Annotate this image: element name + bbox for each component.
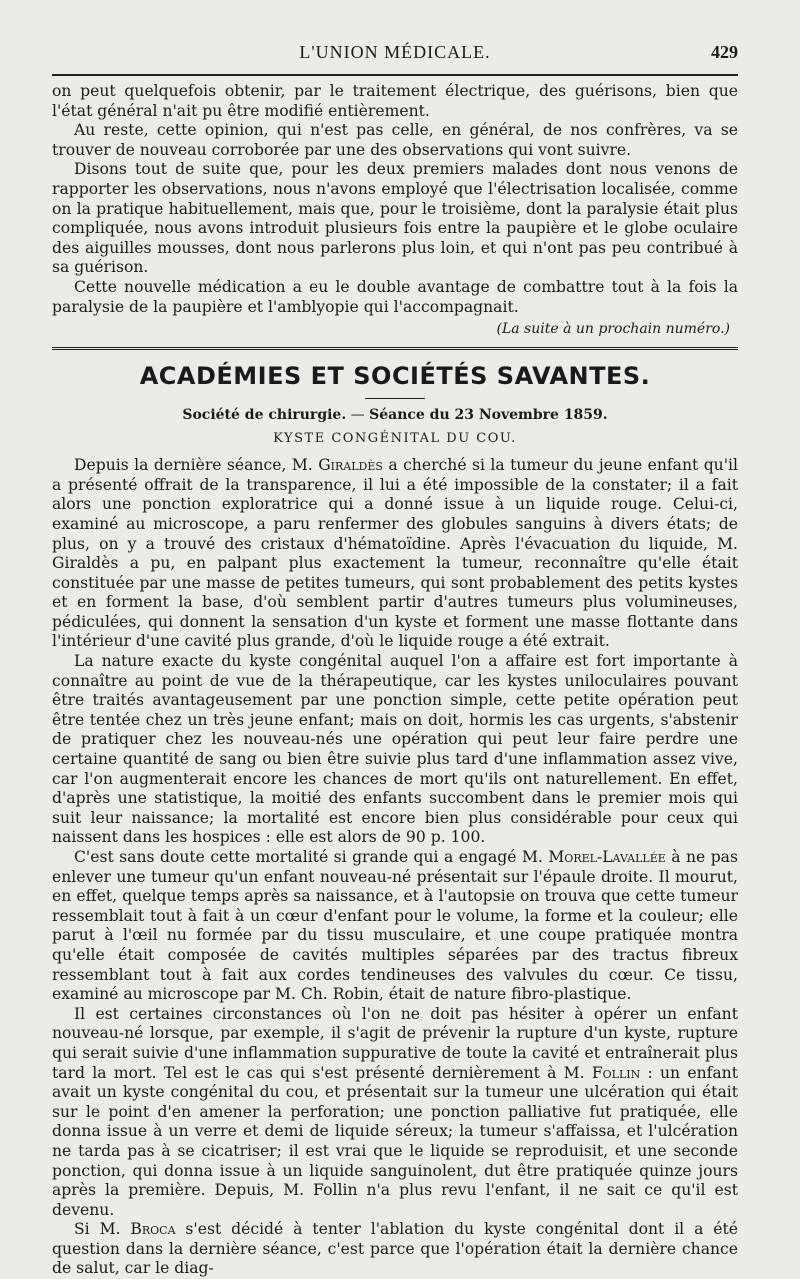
section-title: ACADÉMIES ET SOCIÉTÉS SAVANTES. (139, 362, 651, 391)
intro-paragraph: Disons tout de suite que, pour les deux premiers malades dont nous venons de rapporter les observations, nous n'avons employé que l'électrisation localisée, comme on la pratique habituellement, mais que, pour le troisième, dont la paralysie était plus compliquée, nous avons introduit plusieurs fois entre la paupière et le globe oculaire des aiguilles mousses, dont nous parlerons plus loin, et qui n'ont pas peu contribué à sa guérison. (52, 160, 738, 277)
article-paragraph: C'est sans doute cette mortalité si grande qui a engagé M. Morel-Lavallée à ne pas enlever une tumeur qu'un enfant nouveau-né présentait sur l'épaule droite. Il mourut, en effet, quelque temps après sa naissance, et à l'autopsie on trouva que cette tumeur ressemblait tout à fait à un cœur d'enfant pour le volume, la forme et la couleur; elle parut à l'œil nu formée par du tissu musculaire, et une coupe pratiquée montra qu'elle était composée de cavités multiples séparées par des tractus fibreux ressemblant tout à fait aux cordes tendineuses des valvules du cœur. Ce tissu, examiné au microscope par M. Ch. Robin, était de nature fibro-plastique. (52, 848, 738, 1004)
article-paragraph: La nature exacte du kyste congénital auquel l'on a affaire est fort importante à connaître au point de vue de la thérapeutique, car les kystes uniloculaires pouvant être traités avantageusement par une ponction simple, cette petite opération peut être tentée chez un très jeune enfant; mais on doit, hormis les cas urgents, s'abstenir de pratiquer chez les nouveau-nés une opération qui peut leur faire perdre une certaine quantité de sang ou bien être suivie plus tard d'une inflammation assez vive, car l'on augmenterait encore les chances de mort qu'ils ont naturellement. En effet, d'après une statistique, la moitié des enfants succombent dans le premier mois qui suit leur naissance; la mortalité est encore bien plus considérable pour ceux qui naissent dans les hospices : elle est alors de 90 p. 100. (52, 652, 738, 847)
author-name: Follin (591, 1063, 641, 1082)
intro-paragraph: on peut quelquefois obtenir, par le traitement électrique, des guérisons, bien que l'état général n'ait pu être modifié entièrement. (52, 82, 738, 120)
article-paragraph: Depuis la dernière séance, M. Giraldès a cherché si la tumeur du jeune enfant qu'il a présenté offrait de la transparence, il lui a été impossible de la constater; il a fait alors une ponction exploratrice qui a donné issue à un liquide rouge. Celui-ci, examiné au microscope, a paru renfermer des globules sanguins à divers états; de plus, on y a trouvé des cristaux d'hématoïdine. Après l'évacuation du liquide, M. Giraldès a pu, en palpant plus exactement la tumeur, reconnaître qu'elle était constituée par une masse de petites tumeurs, qui sont probablement des petits kystes et en forment la base, d'où semblent partir d'autres tumeurs plus volumineuses, pédiculées, qui donnent la sensation d'un kyste et forment une masse flottante dans l'intérieur d'une cavité plus grande, d'où le liquide rouge a été extrait. (52, 456, 738, 651)
intro-text (52, 82, 738, 317)
meeting-date: Séance du 23 Novembre 1859. (369, 407, 608, 424)
running-head (52, 36, 738, 66)
author-name: Giraldès (318, 456, 383, 475)
running-title: L'UNION MÉDICALE. (299, 42, 491, 62)
author-name: Broca (130, 1220, 176, 1239)
title-rule (365, 398, 425, 399)
intro-paragraph: Cette nouvelle médication a eu le double avantage de combattre tout à la fois la paralysie de la paupière et l'amblyopie qui l'accompagnait. (52, 277, 738, 316)
page-number: 429 (711, 42, 738, 62)
meeting-line (52, 407, 738, 423)
topic-heading: KYSTE CONGÉNITAL DU COU. (273, 431, 517, 447)
intro-paragraph: Au reste, cette opinion, qui n'est pas celle, en général, de nos confrères, va se trouver de nouveau corroborée par une des observations qui vont suivre. (52, 121, 738, 159)
continuation-note: (La suite à un prochain numéro.) (496, 321, 730, 338)
author-name: Morel-Lavallée (548, 848, 666, 866)
section-divider (52, 347, 738, 352)
journal-page (52, 36, 738, 1278)
article-paragraph: Si M. Broca s'est décidé à tenter l'ablation du kyste congénital dont il a été question dans la dernière séance, c'est parce que l'opération était la dernière chance de salut, car le diag- (52, 1220, 738, 1278)
meeting-separator: — (346, 407, 370, 424)
society-name: Société de chirurgie. (182, 407, 347, 424)
article-paragraph: Il est certaines circonstances où l'on ne doit pas hésiter à opérer un enfant nouveau-né lorsque, par exemple, il s'agit de prévenir la rupture d'un kyste, rupture qui serait suivie d'une inflammation suppurative de toute la cavité et entraînerait plus tard la mort. Tel est le cas qui s'est présenté dernièrement à M. Follin : un enfant avait un kyste congénital du cou, et présentait sur la tumeur une ulcération qui était sur le point d'en amener la perforation; une ponction palliative fut pratiquée, elle donna issue à un verre et demi de liquide séreux; la tumeur s'affaissa, et l'ulcération ne tarda pas à se cicatriser; il est vrai que le liquide se reproduisit, et une seconde ponction, qui donna issue à un liquide sanguinolent, dut être pratiquée quinze jours après la première. Depuis, M. Follin n'a plus revu l'enfant, il ne sait ce qu'il est devenu. (52, 1004, 738, 1219)
article-body (52, 456, 738, 1279)
header-rule (52, 74, 738, 76)
